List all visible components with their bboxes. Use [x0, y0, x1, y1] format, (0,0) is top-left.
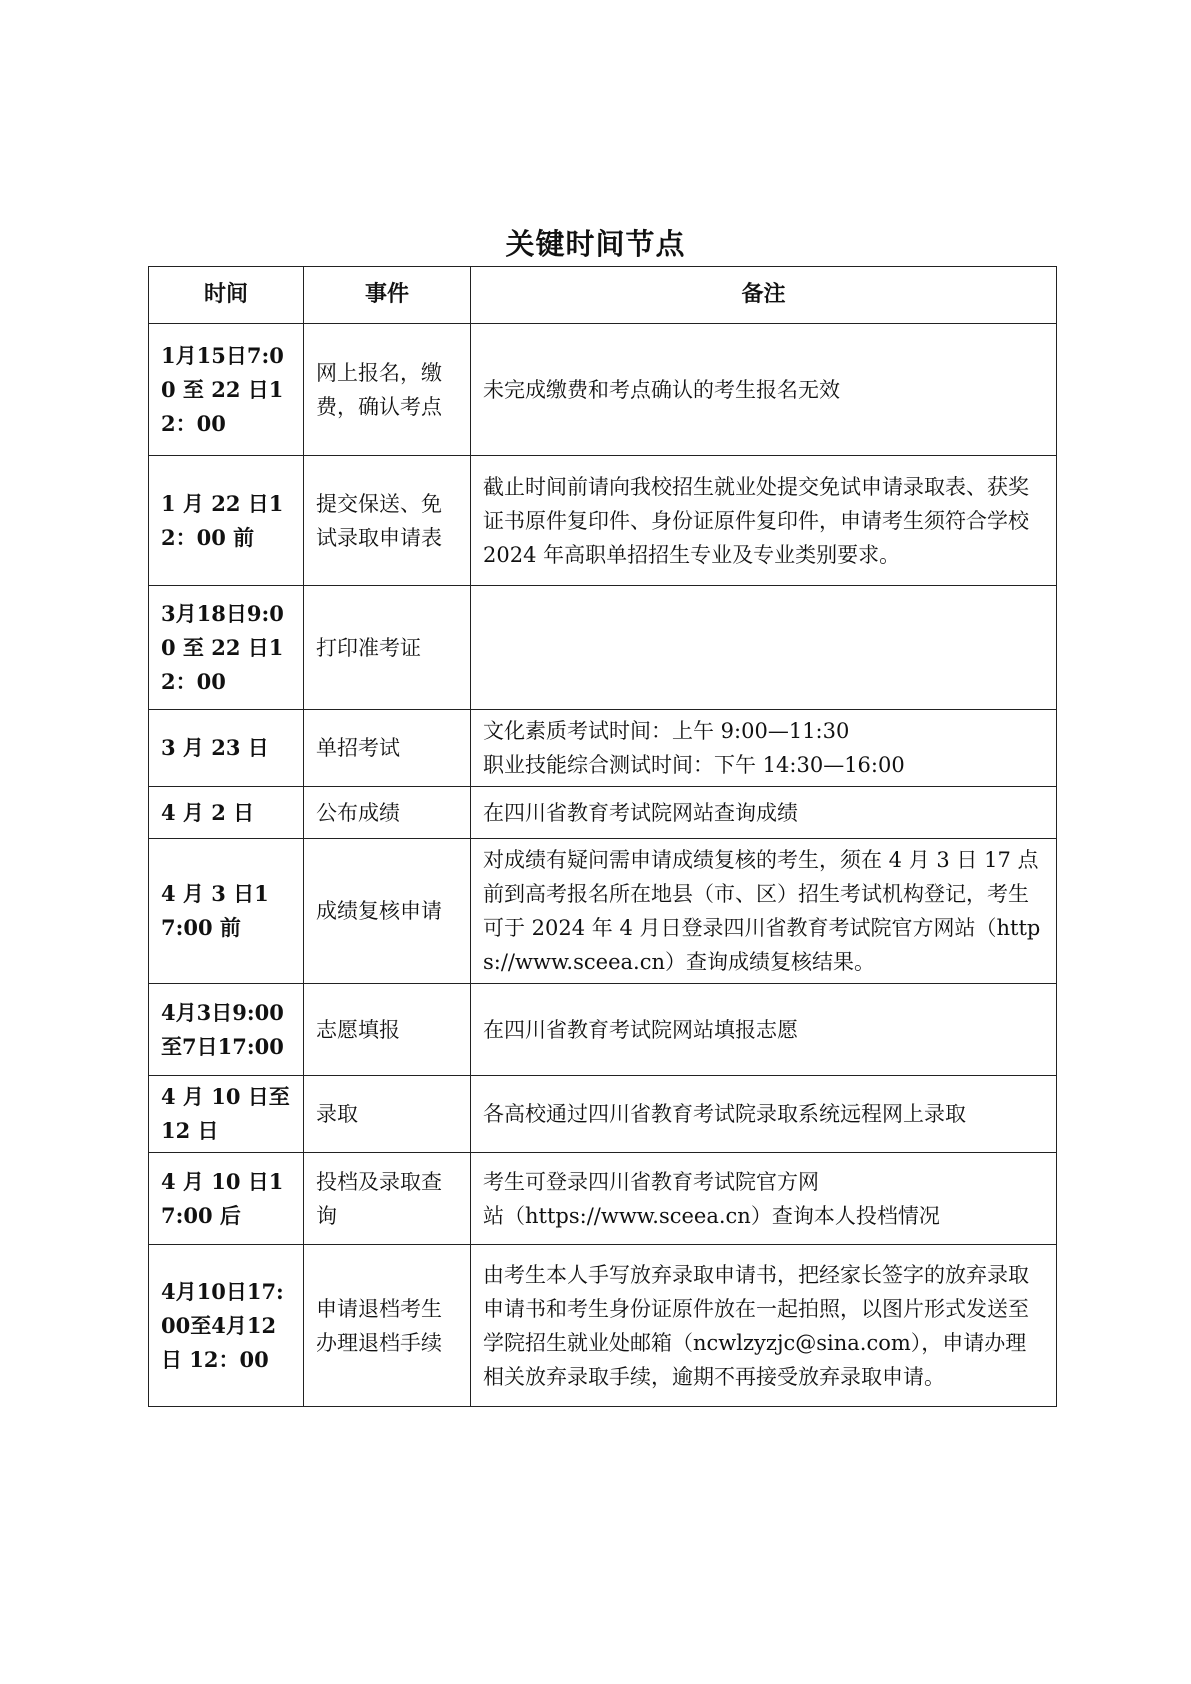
- header-event: 事件: [304, 267, 471, 324]
- row-event: 志愿填报: [304, 984, 471, 1076]
- row-time: 1月15日7:00 至 22 日12：00: [149, 324, 304, 456]
- row-note: 由考生本人手写放弃录取申请书，把经家长签字的放弃录取申请书和考生身份证原件放在一起拍照，以图片形式发送至学院招生就业处邮箱（ncwlzyzjc@sina.com），申请办理相关放弃录取手续，逾期不再接受放弃录取申请。: [471, 1245, 1057, 1407]
- row-event: 录取: [304, 1076, 471, 1153]
- row-note: 在四川省教育考试院网站填报志愿: [471, 984, 1057, 1076]
- page-title: 关键时间节点: [505, 227, 686, 261]
- table-row: [149, 586, 1057, 710]
- row-event: 打印准考证: [304, 586, 471, 710]
- row-time: 4月3日9:00至7日17:00: [149, 984, 304, 1076]
- row-event: 申请退档考生办理退档手续: [304, 1245, 471, 1407]
- row-time: 4 月 10 日至12 日: [149, 1076, 304, 1153]
- row-event: 成绩复核申请: [304, 839, 471, 984]
- table-header-row: [149, 267, 1057, 324]
- row-note: [471, 586, 1057, 710]
- row-time: 4 月 3 日17:00 前: [149, 839, 304, 984]
- table-row: [149, 324, 1057, 456]
- table-row: [149, 1076, 1057, 1153]
- row-event: 单招考试: [304, 710, 471, 787]
- header-note: 备注: [471, 267, 1057, 324]
- row-note: 截止时间前请向我校招生就业处提交免试申请录取表、获奖证书原件复印件、身份证原件复印件，申请考生须符合学校 2024 年高职单招招生专业及专业类别要求。: [471, 456, 1057, 586]
- row-time: 4月10日17:00至4月12日 12：00: [149, 1245, 304, 1407]
- note-line: 文化素质考试时间：上午 9:00—11:30: [483, 719, 850, 743]
- row-event: 提交保送、免试录取申请表: [304, 456, 471, 586]
- table-row: [149, 1153, 1057, 1245]
- note-line: 站（https://www.sceea.cn）查询本人投档情况: [483, 1203, 940, 1228]
- row-time: 4 月 2 日: [149, 787, 304, 839]
- table-row: [149, 456, 1057, 586]
- row-note: 未完成缴费和考点确认的考生报名无效: [471, 324, 1057, 456]
- row-time: 1 月 22 日12：00 前: [149, 456, 304, 586]
- row-note: [471, 710, 1057, 787]
- row-time: 3月18日9:00 至 22 日12：00: [149, 586, 304, 710]
- table-row: [149, 787, 1057, 839]
- row-note: 对成绩有疑问需申请成绩复核的考生，须在 4 月 3 日 17 点前到高考报名所在地县（市、区）招生考试机构登记，考生可于 2024 年 4 月日登录四川省教育考试院官方网站（https://www.sceea.cn）查询成绩复核结果。: [471, 839, 1057, 984]
- timeline-table: [148, 266, 1057, 1407]
- row-note: [471, 1153, 1057, 1245]
- table-row: [149, 984, 1057, 1076]
- row-event: 公布成绩: [304, 787, 471, 839]
- row-time: 4 月 10 日17:00 后: [149, 1153, 304, 1245]
- table-row: [149, 1245, 1057, 1407]
- row-note: 各高校通过四川省教育考试院录取系统远程网上录取: [471, 1076, 1057, 1153]
- row-note: 在四川省教育考试院网站查询成绩: [471, 787, 1057, 839]
- header-time: 时间: [149, 267, 304, 324]
- row-time: 3 月 23 日: [149, 710, 304, 787]
- note-line: 职业技能综合测试时间：下午 14:30—16:00: [483, 753, 905, 777]
- note-line: 考生可登录四川省教育考试院官方网: [483, 1169, 819, 1194]
- row-event: 网上报名，缴费，确认考点: [304, 324, 471, 456]
- table-row: [149, 710, 1057, 787]
- row-event: 投档及录取查询: [304, 1153, 471, 1245]
- table-row: [149, 839, 1057, 984]
